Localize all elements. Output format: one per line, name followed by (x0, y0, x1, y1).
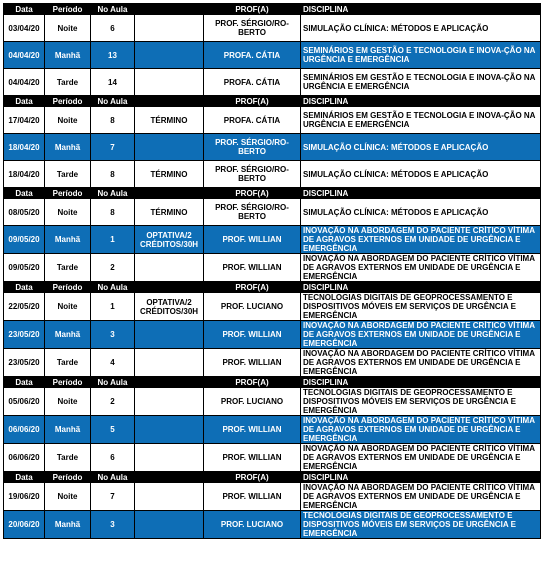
table-row (4, 134, 541, 161)
cell-discipline: SIMULAÇÃO CLÍNICA: MÉTODOS E APLICAÇÃO (301, 161, 541, 188)
cell-period: Noite (45, 199, 91, 226)
cell-aula: 5 (91, 416, 135, 444)
cell-date: 23/05/20 (4, 349, 45, 377)
cell-period: Noite (45, 293, 91, 321)
cell-aula: 13 (91, 42, 135, 69)
cell-professor: PROF. LUCIANO (204, 511, 301, 539)
cell-note (135, 254, 204, 282)
header-disc: DISCIPLINA (301, 472, 541, 483)
cell-date: 09/05/20 (4, 226, 45, 254)
cell-aula: 2 (91, 254, 135, 282)
cell-date: 08/05/20 (4, 199, 45, 226)
cell-professor: PROF. WILLIAN (204, 483, 301, 511)
cell-date: 04/04/20 (4, 42, 45, 69)
table-row (4, 69, 541, 96)
table-row (4, 349, 541, 377)
header-aula: No Aula (91, 188, 135, 199)
cell-note (135, 416, 204, 444)
header-disc: DISCIPLINA (301, 282, 541, 293)
header-obs (135, 188, 204, 199)
table-row (4, 226, 541, 254)
header-prof: PROF(A) (204, 96, 301, 107)
cell-aula: 6 (91, 15, 135, 42)
cell-aula: 7 (91, 134, 135, 161)
cell-professor: PROF. WILLIAN (204, 444, 301, 472)
header-period: Período (45, 472, 91, 483)
cell-discipline: SEMINÁRIOS EM GESTÃO E TECNOLOGIA E INOVA-ÇÃO NA URGÊNCIA E EMERGÊNCIA (301, 69, 541, 96)
cell-aula: 3 (91, 321, 135, 349)
header-row (4, 472, 541, 483)
cell-professor: PROF. SÉRGIO/RO-BERTO (204, 134, 301, 161)
cell-note: OPTATIVA/2 CRÉDITOS/30H (135, 226, 204, 254)
cell-aula: 1 (91, 226, 135, 254)
cell-professor: PROF. WILLIAN (204, 416, 301, 444)
header-prof: PROF(A) (204, 377, 301, 388)
cell-discipline: INOVAÇÃO NA ABORDAGEM DO PACIENTE CRÍTICO VÍTIMA DE AGRAVOS EXTERNOS EM UNIDADE DE URGÊNCIA E EMERGÊNCIA (301, 416, 541, 444)
table-row (4, 321, 541, 349)
schedule-body (4, 4, 541, 539)
cell-professor: PROF. WILLIAN (204, 349, 301, 377)
cell-discipline: INOVAÇÃO NA ABORDAGEM DO PACIENTE CRÍTICO VÍTIMA DE AGRAVOS EXTERNOS EM UNIDADE DE URGÊNCIA E EMERGÊNCIA (301, 483, 541, 511)
cell-note (135, 388, 204, 416)
table-row (4, 199, 541, 226)
cell-discipline: SIMULAÇÃO CLÍNICA: MÉTODOS E APLICAÇÃO (301, 199, 541, 226)
cell-period: Noite (45, 107, 91, 134)
header-obs (135, 282, 204, 293)
header-row (4, 188, 541, 199)
header-disc: DISCIPLINA (301, 188, 541, 199)
header-aula: No Aula (91, 96, 135, 107)
table-row (4, 254, 541, 282)
cell-period: Noite (45, 483, 91, 511)
cell-professor: PROFA. CÁTIA (204, 42, 301, 69)
header-obs (135, 96, 204, 107)
cell-date: 17/04/20 (4, 107, 45, 134)
cell-note (135, 134, 204, 161)
cell-date: 06/06/20 (4, 444, 45, 472)
header-row (4, 282, 541, 293)
table-row (4, 107, 541, 134)
cell-period: Tarde (45, 69, 91, 96)
header-disc: DISCIPLINA (301, 96, 541, 107)
cell-note (135, 69, 204, 96)
cell-note: TÉRMINO (135, 161, 204, 188)
cell-aula: 8 (91, 199, 135, 226)
cell-aula: 1 (91, 293, 135, 321)
cell-period: Manhã (45, 42, 91, 69)
cell-discipline: SEMINÁRIOS EM GESTÃO E TECNOLOGIA E INOVA-ÇÃO NA URGÊNCIA E EMERGÊNCIA (301, 107, 541, 134)
header-row (4, 377, 541, 388)
cell-period: Manhã (45, 226, 91, 254)
header-date: Data (4, 188, 45, 199)
cell-period: Tarde (45, 444, 91, 472)
header-aula: No Aula (91, 377, 135, 388)
cell-note: TÉRMINO (135, 199, 204, 226)
cell-note: TÉRMINO (135, 107, 204, 134)
cell-professor: PROF. WILLIAN (204, 321, 301, 349)
cell-professor: PROF. SÉRGIO/RO-BERTO (204, 161, 301, 188)
cell-date: 06/06/20 (4, 416, 45, 444)
table-row (4, 388, 541, 416)
header-date: Data (4, 472, 45, 483)
cell-period: Tarde (45, 254, 91, 282)
header-period: Período (45, 282, 91, 293)
cell-aula: 6 (91, 444, 135, 472)
cell-professor: PROF. LUCIANO (204, 293, 301, 321)
cell-note (135, 42, 204, 69)
table-row (4, 511, 541, 539)
cell-date: 05/06/20 (4, 388, 45, 416)
table-row (4, 483, 541, 511)
header-prof: PROF(A) (204, 472, 301, 483)
schedule-table (3, 3, 541, 539)
header-disc: DISCIPLINA (301, 4, 541, 15)
cell-professor: PROF. SÉRGIO/RO-BERTO (204, 199, 301, 226)
cell-discipline: TECNOLOGIAS DIGITAIS DE GEOPROCESSAMENTO E DISPOSITIVOS MÓVEIS EM SERVIÇOS DE URGÊNCIA E EMERGÊNCIA (301, 293, 541, 321)
table-row (4, 444, 541, 472)
cell-period: Noite (45, 15, 91, 42)
cell-discipline: INOVAÇÃO NA ABORDAGEM DO PACIENTE CRÍTICO VÍTIMA DE AGRAVOS EXTERNOS EM UNIDADE DE URGÊNCIA E EMERGÊNCIA (301, 349, 541, 377)
header-period: Período (45, 96, 91, 107)
table-row (4, 42, 541, 69)
cell-professor: PROFA. CÁTIA (204, 107, 301, 134)
cell-discipline: SIMULAÇÃO CLÍNICA: MÉTODOS E APLICAÇÃO (301, 15, 541, 42)
table-row (4, 15, 541, 42)
cell-date: 22/05/20 (4, 293, 45, 321)
cell-note (135, 511, 204, 539)
cell-discipline: INOVAÇÃO NA ABORDAGEM DO PACIENTE CRÍTICO VÍTIMA DE AGRAVOS EXTERNOS EM UNIDADE DE URGÊNCIA E EMERGÊNCIA (301, 226, 541, 254)
header-disc: DISCIPLINA (301, 377, 541, 388)
header-period: Período (45, 188, 91, 199)
header-period: Período (45, 4, 91, 15)
cell-date: 18/04/20 (4, 161, 45, 188)
cell-aula: 4 (91, 349, 135, 377)
header-aula: No Aula (91, 282, 135, 293)
header-period: Período (45, 377, 91, 388)
cell-discipline: SEMINÁRIOS EM GESTÃO E TECNOLOGIA E INOVA-ÇÃO NA URGÊNCIA E EMERGÊNCIA (301, 42, 541, 69)
cell-discipline: INOVAÇÃO NA ABORDAGEM DO PACIENTE CRÍTICO VÍTIMA DE AGRAVOS EXTERNOS EM UNIDADE DE URGÊNCIA E EMERGÊNCIA (301, 254, 541, 282)
cell-period: Manhã (45, 321, 91, 349)
cell-note (135, 444, 204, 472)
cell-date: 20/06/20 (4, 511, 45, 539)
cell-aula: 14 (91, 69, 135, 96)
cell-professor: PROF. SÉRGIO/RO-BERTO (204, 15, 301, 42)
header-obs (135, 4, 204, 15)
cell-aula: 7 (91, 483, 135, 511)
cell-professor: PROF. WILLIAN (204, 226, 301, 254)
table-row (4, 293, 541, 321)
cell-period: Manhã (45, 511, 91, 539)
cell-discipline: INOVAÇÃO NA ABORDAGEM DO PACIENTE CRÍTICO VÍTIMA DE AGRAVOS EXTERNOS EM UNIDADE DE URGÊNCIA E EMERGÊNCIA (301, 444, 541, 472)
header-obs (135, 472, 204, 483)
header-aula: No Aula (91, 4, 135, 15)
cell-discipline: TECNOLOGIAS DIGITAIS DE GEOPROCESSAMENTO E DISPOSITIVOS MÓVEIS EM SERVIÇOS DE URGÊNCIA E EMERGÊNCIA (301, 388, 541, 416)
cell-date: 18/04/20 (4, 134, 45, 161)
cell-discipline: INOVAÇÃO NA ABORDAGEM DO PACIENTE CRÍTICO VÍTIMA DE AGRAVOS EXTERNOS EM UNIDADE DE URGÊNCIA E EMERGÊNCIA (301, 321, 541, 349)
cell-note: OPTATIVA/2 CRÉDITOS/30H (135, 293, 204, 321)
table-row (4, 416, 541, 444)
cell-period: Noite (45, 388, 91, 416)
cell-date: 19/06/20 (4, 483, 45, 511)
header-aula: No Aula (91, 472, 135, 483)
header-prof: PROF(A) (204, 282, 301, 293)
header-row (4, 96, 541, 107)
header-date: Data (4, 282, 45, 293)
cell-note (135, 349, 204, 377)
cell-period: Tarde (45, 161, 91, 188)
header-date: Data (4, 4, 45, 15)
cell-professor: PROF. WILLIAN (204, 254, 301, 282)
cell-discipline: TECNOLOGIAS DIGITAIS DE GEOPROCESSAMENTO E DISPOSITIVOS MÓVEIS EM SERVIÇOS DE URGÊNCIA E EMERGÊNCIA (301, 511, 541, 539)
cell-note (135, 15, 204, 42)
cell-aula: 2 (91, 388, 135, 416)
header-prof: PROF(A) (204, 4, 301, 15)
cell-professor: PROFA. CÁTIA (204, 69, 301, 96)
cell-period: Tarde (45, 349, 91, 377)
cell-aula: 3 (91, 511, 135, 539)
header-date: Data (4, 377, 45, 388)
cell-date: 23/05/20 (4, 321, 45, 349)
cell-date: 09/05/20 (4, 254, 45, 282)
cell-date: 03/04/20 (4, 15, 45, 42)
header-obs (135, 377, 204, 388)
cell-period: Manhã (45, 416, 91, 444)
cell-note (135, 321, 204, 349)
cell-date: 04/04/20 (4, 69, 45, 96)
cell-aula: 8 (91, 161, 135, 188)
header-row (4, 4, 541, 15)
cell-period: Manhã (45, 134, 91, 161)
header-prof: PROF(A) (204, 188, 301, 199)
table-row (4, 161, 541, 188)
header-date: Data (4, 96, 45, 107)
cell-professor: PROF. LUCIANO (204, 388, 301, 416)
cell-note (135, 483, 204, 511)
cell-aula: 8 (91, 107, 135, 134)
cell-discipline: SIMULAÇÃO CLÍNICA: MÉTODOS E APLICAÇÃO (301, 134, 541, 161)
